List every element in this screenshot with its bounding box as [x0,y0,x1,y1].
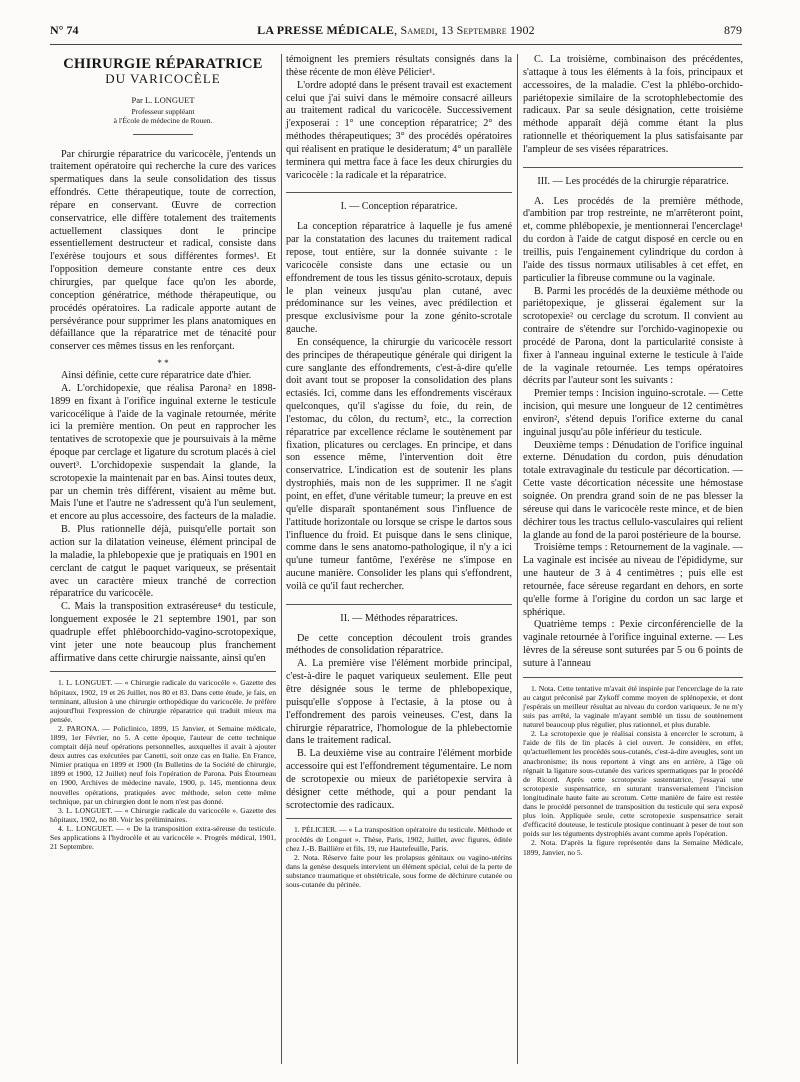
paragraph: B. Parmi les procédés de la deuxième méthode ou pariétopexique, je glisserai également sur la scrotopexie² ou cerclage du scrotum. Il convient au contraire de s'étendre sur l'orchido-vaginopexie ou procédé de Parona, dont la particularité consiste à fixer à l'anneau inguinal externe le testicule à l'aide de la vaginale retournée. Les temps opératoires décrits par l'auteur sont les suivants : [523,285,743,387]
paragraph: Par chirurgie réparatrice du varicocèle, j'entends un traitement opératoire qui recherche la cure des varices spermatiques dans la seule consolidation des tissus effondrés. Cette thérapeutique, toute de correction, répare en conservant. Œuvre de correction conservatrice, elle diffère totalement des traitements actuellement classiques dont le principe essentiellement destructeur et radical, consiste dans l'exérèse toujours et sous différentes formes¹. Et l'opposition demeure constante entre ces deux chirurgies, par quelque face qu'on les aborde, conception génératrice, méthode thérapeutique, ou procédés opératoires. La radicale apporte autant de persévérance pour supprimer les plans anatomiques en défaillance que la réparatrice met de ténacité pour conserver ces mêmes tissus en les renforçant. [50,148,276,353]
author-affiliation-2: à l'École de médecine de Rouen. [113,115,213,125]
footnotes [286,818,512,889]
footnote: 4. L. LONGUET. — « De la transposition extra-séreuse du testicule. Ses applications à l'hydrocèle et au varicocèle ». Progrès médical, 1901, 21 Septembre. [50,823,276,852]
section-heading: III. — Les procédés de la chirurgie réparatrice. [537,175,729,187]
section-divider [523,167,743,168]
article-title: CHIRURGIE RÉPARATRICE [63,56,263,72]
section-stars: * * [157,358,169,369]
footnote: 2. PARONA. — Policlinico, 1899, 15 Janvier, et Semaine médicale, 1899, 1er Février, no 5. A cette époque, l'auteur de cette technique comptait déjà neuf opérations personnelles, auxquelles il avait à ajouter deux autres cas exécutées par Canetti, soit onze cas en Italie. En France, Nimier pratiqua en 1899 et 1900 (In Bulletins de la Société de chirurgie, 1899 et 1900, 12 Juillet) neuf fois l'opération de Parona. Puis Étourneau en 1900, Archives de médecine navale, 1900, p. 145, mentionna deux nouvelles opérations, pratiquées avec méthode, selon cette même technique, par un chirurgien dont le nom n'est pas donné. [50,723,276,806]
journal-name: LA PRESSE MÉDICALE [257,23,395,37]
paragraph: B. Plus rationnelle déjà, puisqu'elle portait son action sur la dilatation veineuse, élément principal de la maladie, la phlebopexie que je pratiquais en 1901 en cerclant de catgut le paquet variqueux, se présentait avec un caractère mieux tranché de correction réparatrice du varicocèle. [50,524,276,600]
column-divider-2 [517,54,518,1064]
paragraph: C. Mais la transposition extraséreuse⁴ du testicule, longuement exposée le 21 septembre 1901, par son quadruple effet phléboorchido-vagino-scrotopexique, vint jeter une note beaucoup plus franchement affirmative dans cette chirurgie naissante, ainsi qu'en [50,601,276,664]
journal-title [50,23,742,38]
footnote: 1. PÉLICIER. — « La transposition opératoire du testicule. Méthode et procédés de Longuet ». Thèse, Paris, 1902, Juillet, avec figures, éditée chez J.-B. Baillière et fils, 19, rue Hautefeuille, Paris. [286,825,512,853]
footnotes [523,677,743,857]
paragraph: Ainsi définie, cette cure réparatrice date d'hier. [61,370,252,382]
paragraph: La conception réparatrice à laquelle je fus amené par la constatation des lacunes du traitement radical repose, tout entière, sur la donnée suivante : le varicocèle consiste dans une ectasie ou un effondrement de tous les tissus génito-scrotaux, depuis le plan veineux jusqu'au plan cutané, avec prédominance sur les veines, avec prédilection et presque exclusivisme pour la zone génito-scrotale gauche. [286,221,512,336]
footnote: 1. Nota. Cette tentative m'avait été inspirée par l'encerclage de la rate au catgut préconisé par Zykoff comme moyen de splénopexie, et dont j'espérais un meilleur résultat au niveau du cordon variqueux. Je ne m'y suis pas arrêté, la vaginale m'ayant semblé un tissu de soutènement naturel beaucoup plus régulier, plus rationnel, et plus durable. [523,683,743,730]
author-affiliation-1: Professeur suppléant [131,106,195,116]
footnote: 2. La scrotopexie que je réalisai consista à encercler le scrotum, à l'aide de fils de lin placés à ciel ouvert. Je considère, en effet, qu'actuellement les procédés sous-cutanés, c'est-à-dire aveugles, sont un anachronisme; ils nous reportent à vingt ans en arrière, à l'âge où régnait la ligature sous-cutanée des varices spermatiques par le procédé de Ricord. Après cette scrotopexie sustentatrice, j'essayai une scrotopexie suspensatrice, en suturant transversalement l'incision longitudinale haute faite au scrotum. Cette manière de faire est restée dans le procédé personnel de transposition du testicule qui sera exposé plus loin. Appliquée seule, cette scrotopexie suspensatrice serait d'efficacité douteuse, le testicule ptosique continuant à peser de tout son poids sur les téguments dystrophiés avant comme après l'opération. [523,729,743,839]
article-author: Par L. LONGUET [131,94,195,105]
paragraph: B. La deuxième vise au contraire l'élément morbide accessoire qui est l'effondrement tégumentaire. Le nom de scrotopexie ou mieux de pariétopexie servira à désigner cette méthode, qui a pour pendant la scrotectomie des radicaux. [286,748,512,811]
paragraph: En conséquence, la chirurgie du varicocèle ressort des principes de thérapeutique générale qui dirigent la cure sanglante des effondrements, c'est-à-dire qu'elle doit avant tout se proposer la consolidation des plans ectasiés. Ici, comme dans les effondrements viscéraux quelconques, qu'il s'agisse du foie, du rein, de l'estomac, du côlon, du rectum², etc., la correction réparatrice par excellence réclame le soutènement par fixation, plicatures ou cerclages. En principe, et dans son essence même, l'intervention doit être conservatrice. L'indication est de soutenir les plans dystrophiés, mais non de les supprimer. Il ne s'agit point, en effet, d'une véritable tumeur; la preuve en est qu'elle disparaît spontanément sous l'influence de l'attitude horizontale ou lorsque se crispe le dartos sous l'influence du froid. Et puisque dans le sens clinique, comme dans le sens anatomo-pathologique, il n'y a ici qu'une tumeur fantôme, l'exérèse ne s'impose en aucune manière. Consolider les plans qui s'effondrent, voilà ce qu'il faut rechercher. [286,336,512,592]
section-divider [286,192,512,193]
paragraph: A. L'orchidopexie, que réalisa Parona² en 1898-1899 en fixant à l'orifice inguinal externe le testicule varicocélique à l'aide de la vaginale retournée, mérite ici la première mention. On peut en rapprocher les tentatives de scrotopexie que je poursuivais à la même époque par cerclage et ligature du scrotum placés à ciel ouvert³. L'orchidopexie suspendait la glande, la scrotopexie la maintenait par en bas. Ainsi toutes deux, par un chemin très différent, visaient au même but. Mais l'une et l'autre ne s'adressent qu'à l'un seulement, et encore au plus accessoire, des facteurs de la maladie. [50,382,276,523]
paragraph: A. Les procédés de la première méthode, d'ambition par trop restreinte, ne m'arrêteront point, et, comme phlébopexie, je mentionnerai l'encerclage¹ du cordon à l'aide de catgut disposé en cercle ou en treillis, puis l'engainement cylindrique du cordon à l'aide des tissus normaux utilisables à cet effet, en particulier la fibreuse commune ou la vaginale. [523,195,743,284]
footnote: 1. L. LONGUET. — « Chirurgie radicale du varicocèle ». Gazette des hôpitaux, 1902, 19 et 26 Juillet, nos 80 et 83. Dans cette étude, je fais, en terminant, allusion à une chirurgie orthopédique du varicocèle. Je préfère aujourd'hui l'expression de chirurgie réparatrice qui traduit mieux ma pensée. [50,678,276,724]
paragraph: A. La première vise l'élément morbide principal, c'est-à-dire le paquet variqueux seulement. Elle peut être désignée sous le terme de phlebopexique, puisqu'elle s'oppose à l'ectasie, à la ptose ou à l'effondrement des parois veineuses. C'est, dans la chirurgie réparatrice, l'homologue de la phlebectomie dans le traitement radical. [286,658,512,747]
title-divider [133,134,193,135]
running-header [50,22,742,45]
column-2 [286,54,512,889]
footnote: 3. L. LONGUET. — « Chirurgie radicale du varicocèle ». Gazette des hôpitaux, 1902, no 80. Voir les préliminaires. [50,805,276,824]
column-3 [523,54,743,857]
paragraph: Troisième temps : Retournement de la vaginale. — La vaginale est incisée au niveau de l'épididyme, sur une hauteur de 3 à 4 centimètres ; puis elle est retournée, face séreuse regardant en dehors, en sorte qu'elle forme à l'origine du cordon un sac large et sphérique. [523,542,743,618]
footnote: 2. Nota. Réserve faite pour les prolapsus génitaux ou vagino-utérins dans la genèse desquels intervient un élément spécial, celui de la perte de substance traumatique et obstétricale, sous forme de déchirure cutanée ou sous-cutanée du périnée. [286,852,512,889]
paragraph: Quatrième temps : Pexie circonférencielle de la vaginale retournée à l'orifice inguinal externe. — Les lèvres de la séreuse sont suturées par 5 ou 6 points de suture à l'anneau [523,619,743,669]
paragraph: C. La troisième, combinaison des précédentes, s'attaque à tous les éléments à la fois, principaux et accessoires, de la maladie. C'est la phlébo-orchido-pariétopexie similaire de la scrotophlebectomie des radicaux. Par sa seule désignation, cette troisième méthode apparaît déjà comme étant la plus rationnelle et théoriquement la plus satisfaisante par l'ampleur de ses visées réparatrices. [523,54,743,155]
paragraph: témoignent les premiers résultats consignés dans la thèse récente de mon élève Pélicier¹. [286,54,512,78]
paragraph: Premier temps : Incision inguino-scrotale. — Cette incision, qui mesure une longueur de 12 centimètres environ², s'étend depuis l'orifice externe du canal inguinal jusqu'au pôle inférieur du testicule. [523,388,743,438]
section-heading: II. — Méthodes réparatrices. [340,612,458,624]
section-divider [286,604,512,605]
paragraph: De cette conception découlent trois grandes méthodes de consolidation réparatrice. [286,632,512,657]
footnotes [50,671,276,851]
article-subtitle: DU VARICOCÈLE [105,70,221,86]
paragraph: L'ordre adopté dans le présent travail est exactement celui que j'ai suivi dans le mémoire consacré ailleurs au traitement radical du varicocèle. Successivement j'exposerai : 1° une conception réparatrice; 2° des méthodes thérapeutiques; 3° des procédés opératoires qui réalisent en pratique le desideratum; 4° un parallèle terminera qui mettra face à face les deux chirurgies du varicocèle : la radicale et la réparatrice. [286,79,512,181]
section-heading: I. — Conception réparatrice. [340,201,458,213]
paragraph: Deuxième temps : Dénudation de l'orifice inguinal externe. Dénudation du cordon, puis dénudation totale extravaginale du testicule par décortication. — Cette vaste décortication nécessite une hémostase soignée. On prendra grand soin de ne pas blesser la séreuse qui dans le varicocèle reste mince, et de bien déchirer tous les tractus cellulo-vasculaires qui relient la glande au fond de la paroi postérieure de la bourse. [523,439,743,541]
column-divider-1 [281,54,282,1064]
issue-date: , Samedi, 13 Septembre 1902 [394,23,535,37]
issue-number: N° 74 [50,23,79,37]
column-1 [50,54,276,851]
footnote: 2. Nota. D'après la figure représentée dans la Semaine Médicale, 1899, Janvier, no 5. [523,838,743,857]
page-number: 879 [724,23,742,37]
